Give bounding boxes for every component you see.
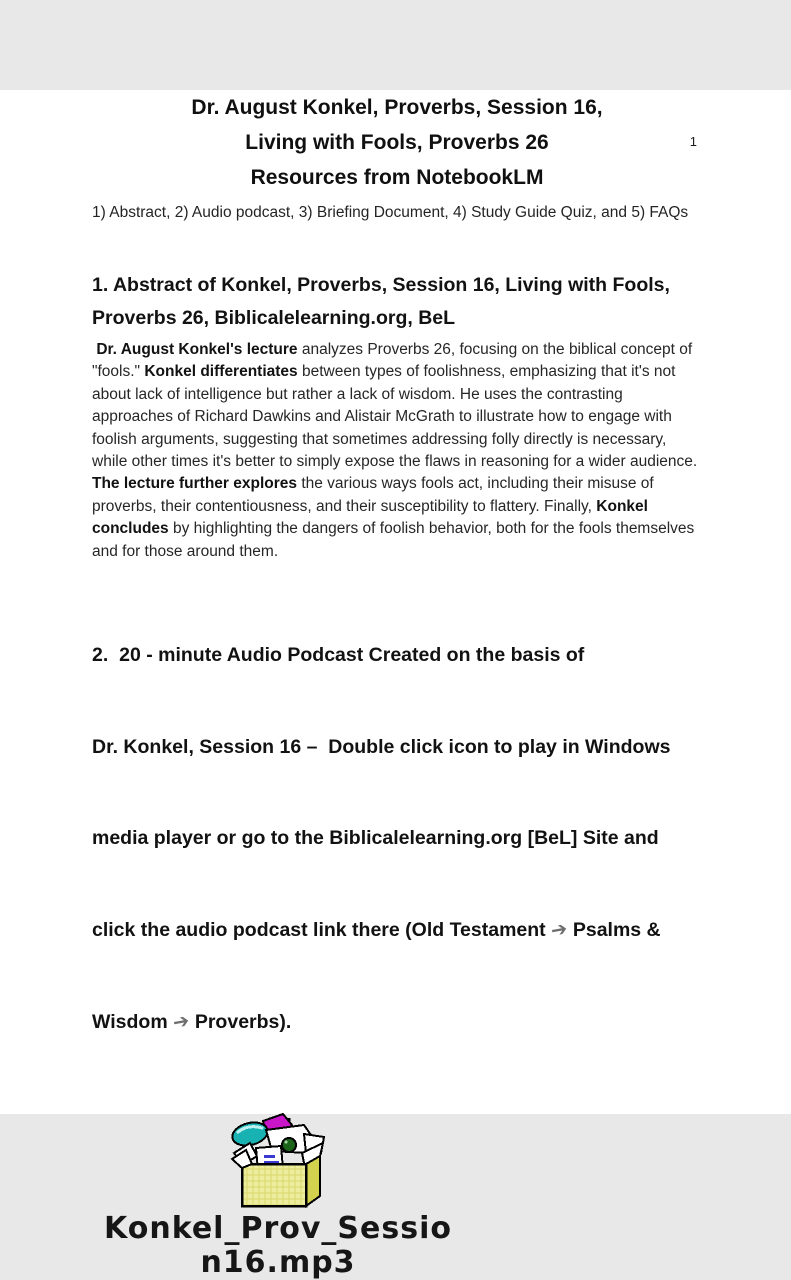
page-number: 1 [689, 134, 697, 149]
text-run: by highlighting the dangers of foolish behavior, both for the fools themselves and for those around them. [92, 520, 699, 560]
section-2-line-2: Dr. Konkel, Session 16 – Double click icon to play in Windows [92, 735, 671, 758]
bold-run: Dr. August Konkel's lecture [92, 341, 298, 358]
section-2-line-4 [92, 915, 702, 946]
filename-line-2: n16.mp3 [200, 1244, 356, 1280]
right-arrow-icon: ➔ [549, 916, 570, 943]
section-2-line-1: 2. 20 - minute Audio Podcast Created on the basis of [92, 643, 585, 666]
text-run: click the audio podcast link there (Old Testament [92, 919, 552, 942]
section-2-line-3: media player or go to the Biblicalelearning.org [BeL] Site and [92, 827, 659, 850]
title-line-2: Living with Fools, Proverbs 26 [245, 131, 549, 154]
page-content [0, 90, 791, 1280]
abstract-paragraph [92, 339, 702, 563]
bold-run: Konkel differentiates [144, 363, 298, 381]
audio-file-label [92, 1212, 464, 1280]
section-1-heading: 1. Abstract of Konkel, Proverbs, Session 16, Living with Fools, Proverbs 26, Biblicalelearning.org, BeL [92, 274, 670, 329]
text-run: Psalms & [567, 919, 661, 942]
media-package-icon[interactable] [226, 1112, 330, 1210]
bold-run: The lecture further explores [92, 475, 298, 493]
text-run: the various ways fools act, including their misuse of proverbs, their contentiousness, and their susceptibility to flattery. Finally, [92, 475, 658, 515]
filename-line-1: Konkel_Prov_Sessio [104, 1210, 452, 1246]
text-run: between types of foolishness, emphasizing that it's not about lack of intelligence but rather a lack of wisdom. He uses the contrasting approaches of Richard Dawkins and Alistair McGrath to illustrate how to engage with foolish arguments, suggesting that sometimes addressing folly directly is necessary, while other times it's better to simply expose the flaws in reasoning for a wider audience. [92, 363, 702, 471]
audio-podcast-object[interactable] [92, 1112, 464, 1280]
title-line-3: Resources from NotebookLM [250, 166, 544, 189]
bold-run: Konkel concludes [92, 497, 653, 538]
text-run: analyzes Proverbs 26, focusing on the biblical concept of "fools." [92, 341, 697, 381]
title-line-1: Dr. August Konkel, Proverbs, Session 16, [191, 96, 603, 119]
section-2-heading [92, 579, 702, 1099]
text-run: Wisdom [92, 1010, 174, 1033]
right-arrow-icon: ➔ [171, 1008, 192, 1035]
text-run: Proverbs). [189, 1010, 292, 1033]
resources-subtitle: 1) Abstract, 2) Audio podcast, 3) Briefing Document, 4) Study Guide Quiz, and 5) FAQs [92, 204, 689, 221]
document-title [92, 90, 702, 195]
document-page [0, 90, 791, 1280]
section-2-line-5 [92, 1007, 702, 1038]
